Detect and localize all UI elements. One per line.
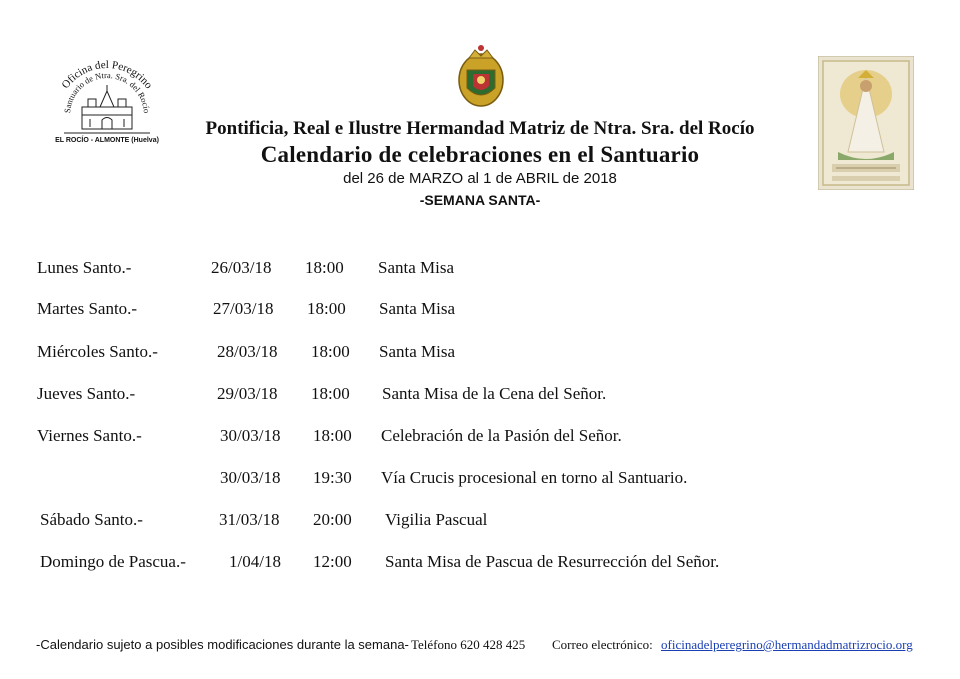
date: 30/03/18 (220, 468, 281, 487)
svg-text:Oficina del Peregrino: Oficina del Peregrino (59, 58, 155, 92)
event: Santa Misa (378, 258, 455, 277)
date: 26/03/18 (211, 258, 272, 277)
time: 18:00 (311, 384, 350, 403)
day-label: Viernes Santo.- (37, 426, 142, 445)
day-label: Jueves Santo.- (37, 384, 136, 403)
event: Vigilia Pascual (385, 510, 488, 529)
time: 18:00 (305, 258, 344, 277)
page-title: Calendario de celebraciones en el Santuario (260, 142, 700, 167)
event: Santa Misa de Pascua de Resurrección del Señor. (385, 552, 720, 571)
date: 31/03/18 (219, 510, 280, 529)
date-range: del 26 de MARZO al 1 de ABRIL de 2018 (343, 170, 617, 187)
week-label: -SEMANA SANTA- (419, 192, 541, 208)
event: Santa Misa (379, 299, 456, 318)
date: 30/03/18 (220, 426, 281, 445)
time: 18:00 (311, 342, 350, 361)
event: Vía Crucis procesional en torno al Santuario. (381, 468, 688, 487)
event: Santa Misa de la Cena del Señor. (382, 384, 607, 403)
day-label: Miércoles Santo.- (37, 342, 158, 361)
organization-name: Pontificia, Real e Ilustre Hermandad Matriz de Ntra. Sra. del Rocío (205, 118, 755, 139)
date: 28/03/18 (217, 342, 278, 361)
day-label: Lunes Santo.- (37, 258, 132, 277)
date: 1/04/18 (229, 552, 281, 571)
footer-email-label: Correo electrónico: (552, 637, 653, 652)
footer-email-link[interactable]: oficinadelperegrino@hermandadmatrizrocio.org (661, 637, 913, 652)
day-label: Domingo de Pascua.- (40, 552, 186, 571)
time: 20:00 (313, 510, 352, 529)
hermandad-crest-icon (453, 42, 509, 112)
time: 19:30 (313, 468, 352, 487)
footer-note: -Calendario sujeto a posibles modificaciones durante la semana- (36, 637, 409, 652)
date: 29/03/18 (217, 384, 278, 403)
footer-phone: Teléfono 620 428 425 (411, 637, 526, 652)
svg-text:EL ROCÍO - ALMONTE (Huelva): EL ROCÍO - ALMONTE (Huelva) (55, 137, 159, 144)
svg-text:Santuario de Ntra. Sra. del Ro: Santuario de Ntra. Sra. del Rocío (62, 69, 152, 114)
date: 27/03/18 (213, 299, 274, 318)
day-label: Martes Santo.- (37, 299, 138, 318)
time: 18:00 (313, 426, 352, 445)
time: 12:00 (313, 552, 352, 571)
day-label: Sábado Santo.- (40, 510, 143, 529)
event: Celebración de la Pasión del Señor. (381, 426, 622, 445)
time: 18:00 (307, 299, 346, 318)
event: Santa Misa (379, 342, 456, 361)
